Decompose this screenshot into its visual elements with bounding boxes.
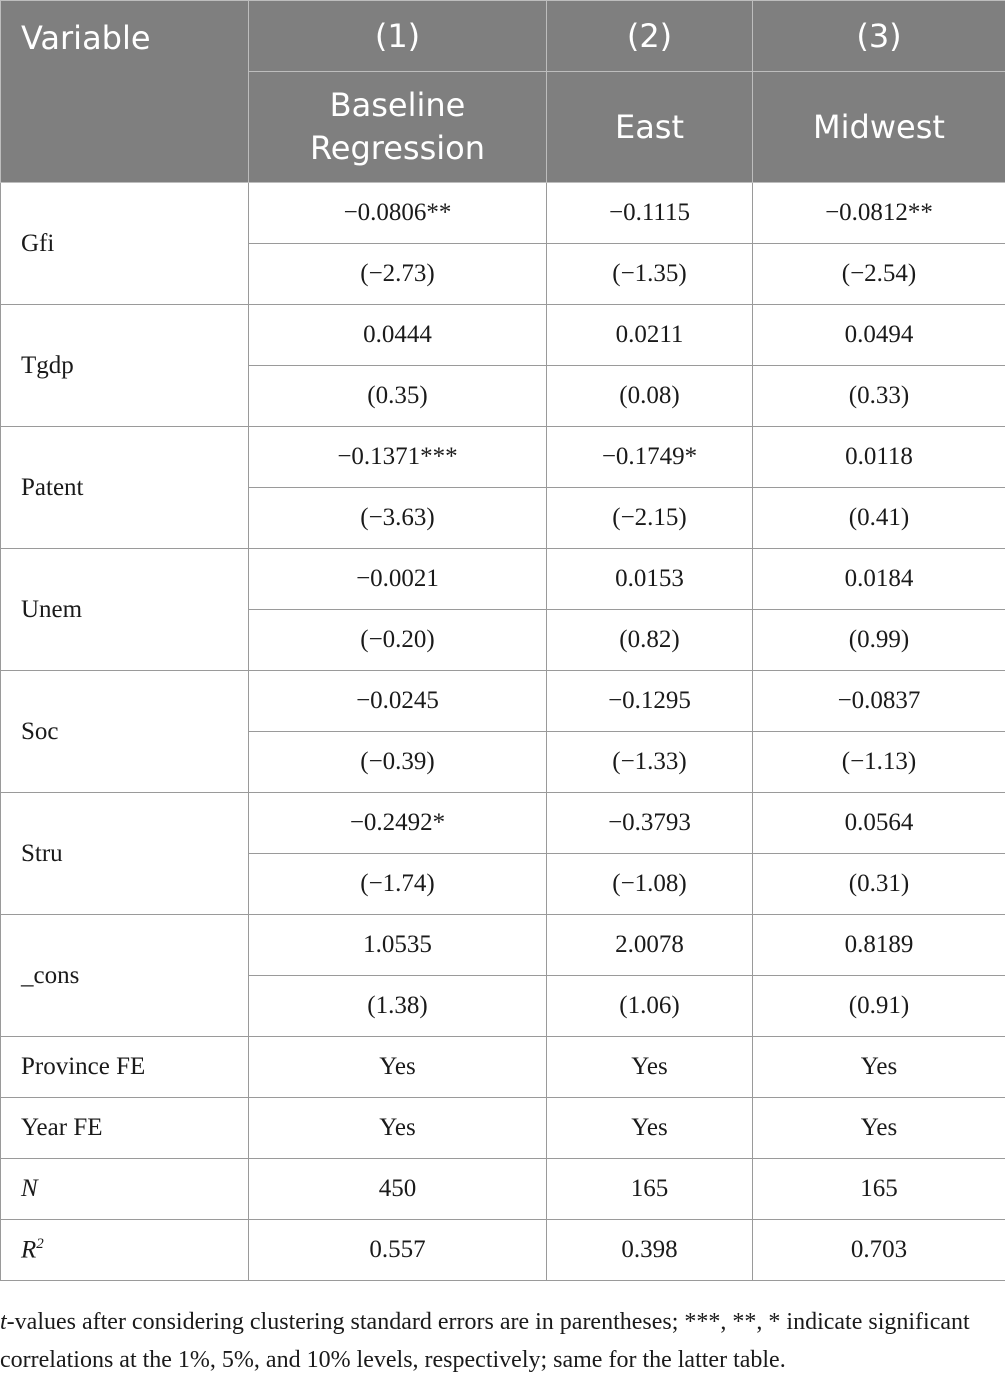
t-value-cell: (−0.20): [249, 610, 547, 671]
coefficient-row: [1, 915, 1005, 976]
coefficient-cell: 0.0444: [249, 305, 547, 366]
header-col-number: (3): [753, 1, 1005, 72]
summary-label: [1, 1220, 249, 1281]
t-value-cell: (−1.74): [249, 854, 547, 915]
variable-label: Tgdp: [1, 305, 249, 427]
t-value-cell: (−3.63): [249, 488, 547, 549]
coefficient-cell: −0.3793: [547, 793, 753, 854]
table-body: [1, 183, 1005, 1281]
summary-label-text: R: [21, 1236, 37, 1264]
coefficient-row: [1, 671, 1005, 732]
header-variable: Variable: [1, 1, 249, 183]
coefficient-cell: 0.0184: [753, 549, 1005, 610]
coefficient-cell: −0.0837: [753, 671, 1005, 732]
t-value-cell: (0.91): [753, 976, 1005, 1037]
summary-value-cell: 450: [249, 1159, 547, 1220]
t-value-cell: (0.99): [753, 610, 1005, 671]
t-value-cell: (0.82): [547, 610, 753, 671]
coefficient-cell: 1.0535: [249, 915, 547, 976]
summary-label: [1, 1159, 249, 1220]
t-value-cell: (−0.39): [249, 732, 547, 793]
header-col-name: Baseline Regression: [249, 72, 547, 183]
summary-label: [1, 1098, 249, 1159]
coefficient-cell: 0.0494: [753, 305, 1005, 366]
t-value-cell: (0.35): [249, 366, 547, 427]
coefficient-cell: −0.0021: [249, 549, 547, 610]
coefficient-cell: −0.0245: [249, 671, 547, 732]
t-value-cell: (−1.08): [547, 854, 753, 915]
summary-row: [1, 1220, 1005, 1281]
summary-label-superscript: 2: [36, 1235, 44, 1252]
variable-label: Unem: [1, 549, 249, 671]
t-value-cell: (−2.73): [249, 244, 547, 305]
summary-value-cell: Yes: [249, 1037, 547, 1098]
variable-label: Gfi: [1, 183, 249, 305]
t-value-cell: (0.31): [753, 854, 1005, 915]
summary-value-cell: Yes: [547, 1098, 753, 1159]
table-footnote: [0, 1303, 1005, 1379]
coefficient-cell: −0.1115: [547, 183, 753, 244]
coefficient-row: [1, 183, 1005, 244]
coefficient-row: [1, 549, 1005, 610]
summary-value-cell: Yes: [547, 1037, 753, 1098]
t-value-cell: (1.06): [547, 976, 753, 1037]
coefficient-cell: 0.8189: [753, 915, 1005, 976]
summary-value-cell: Yes: [753, 1037, 1005, 1098]
variable-label: _cons: [1, 915, 249, 1037]
coefficient-cell: −0.1371***: [249, 427, 547, 488]
summary-value-cell: 165: [753, 1159, 1005, 1220]
coefficient-cell: 0.0564: [753, 793, 1005, 854]
coefficient-cell: 0.0153: [547, 549, 753, 610]
summary-value-cell: 0.703: [753, 1220, 1005, 1281]
coefficient-cell: −0.1295: [547, 671, 753, 732]
footnote-italic-t: t: [0, 1309, 7, 1335]
summary-label-text: Year FE: [21, 1114, 103, 1141]
summary-label-text: Province FE: [21, 1053, 146, 1080]
coefficient-cell: 0.0118: [753, 427, 1005, 488]
header-col-name: East: [547, 72, 753, 183]
summary-value-cell: 0.557: [249, 1220, 547, 1281]
footnote-text: -values after considering clustering standard errors are in parentheses; ***, **, * indicate significant correlations at the 1%, 5%, and 10% levels, respectively; same for the latter table.: [0, 1309, 970, 1373]
variable-label: Stru: [1, 793, 249, 915]
coefficient-cell: −0.0812**: [753, 183, 1005, 244]
coefficient-cell: 0.0211: [547, 305, 753, 366]
t-value-cell: (0.08): [547, 366, 753, 427]
summary-label-text: N: [21, 1175, 38, 1202]
t-value-cell: (0.41): [753, 488, 1005, 549]
summary-row: [1, 1037, 1005, 1098]
header-col-number: (2): [547, 1, 753, 72]
header-col-name: Midwest: [753, 72, 1005, 183]
coefficient-row: [1, 427, 1005, 488]
t-value-cell: (0.33): [753, 366, 1005, 427]
summary-row: [1, 1159, 1005, 1220]
coefficient-row: [1, 793, 1005, 854]
summary-label: [1, 1037, 249, 1098]
header-col-number: (1): [249, 1, 547, 72]
t-value-cell: (−1.35): [547, 244, 753, 305]
t-value-cell: (−2.54): [753, 244, 1005, 305]
coefficient-cell: −0.0806**: [249, 183, 547, 244]
t-value-cell: (−2.15): [547, 488, 753, 549]
t-value-cell: (−1.13): [753, 732, 1005, 793]
summary-value-cell: Yes: [753, 1098, 1005, 1159]
t-value-cell: (−1.33): [547, 732, 753, 793]
coefficient-cell: −0.1749*: [547, 427, 753, 488]
summary-row: [1, 1098, 1005, 1159]
coefficient-cell: −0.2492*: [249, 793, 547, 854]
coefficient-cell: 2.0078: [547, 915, 753, 976]
t-value-cell: (1.38): [249, 976, 547, 1037]
table-header: [1, 1, 1005, 183]
variable-label: Patent: [1, 427, 249, 549]
variable-label: Soc: [1, 671, 249, 793]
summary-value-cell: 165: [547, 1159, 753, 1220]
coefficient-row: [1, 305, 1005, 366]
summary-value-cell: 0.398: [547, 1220, 753, 1281]
summary-value-cell: Yes: [249, 1098, 547, 1159]
